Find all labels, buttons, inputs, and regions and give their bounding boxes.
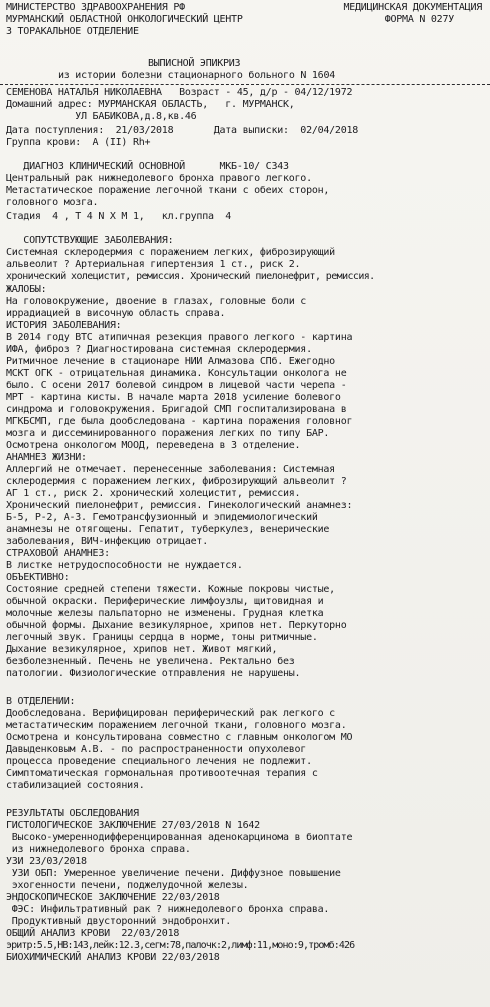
comorbid-heading: СОПУТСТВУЮЩИЕ ЗАБОЛЕВАНИЯ: bbox=[6, 235, 174, 246]
document-text-line: В ОТДЕЛЕНИИ: bbox=[6, 696, 76, 707]
document-text-line: обычной формы. Дыхание везикулярное, хрипов нет. Перкуторно bbox=[6, 620, 347, 631]
document-text-line: стабилизацией состояния. bbox=[6, 780, 145, 791]
document-text-line: ЖАЛОБЫ: bbox=[6, 284, 47, 295]
diagnosis-line: Центральный рак нижнедолевого бронха правого легкого. bbox=[6, 173, 312, 184]
document-text-line: обычной окраски. Периферические лимфоузлы, щитовидная и bbox=[6, 596, 324, 607]
document-text-line: УЗИ ОБП: Умеренное увеличение печени. Диффузное повышение bbox=[6, 868, 341, 879]
document-text-line: склеродермия с поражением легких, фиброзирующий альвеолит ? bbox=[6, 476, 347, 487]
document-text-line: Аллергий не отмечает. перенесенные заболевания: Системная bbox=[6, 464, 335, 475]
document-text-line: мозга и диссеминированного поражения легких по типу БАР. bbox=[6, 428, 330, 439]
document-text-line: Продуктивный двусторонний эндобронхит. bbox=[6, 916, 232, 927]
org-name-line2: МУРМАНСКИЙ ОБЛАСТНОЙ ОНКОЛОГИЧЕСКИЙ ЦЕНТР bbox=[6, 14, 243, 25]
form-number: ФОРМА N 027У bbox=[384, 14, 454, 25]
document-text-line: Состояние средней степени тяжести. Кожные покровы чистые, bbox=[6, 584, 335, 595]
blood-group: Группа крови: А (II) Rh+ bbox=[6, 137, 151, 148]
document-text-line: МСКТ ОГК - отрицательная динамика. Консультации онколога не bbox=[6, 368, 347, 379]
comorbid-line: Системная склеродермия с поражением легких, фиброзирующий bbox=[6, 247, 335, 258]
document-text-line: МГКБСМП, где была дообследована - картина поражения головног bbox=[6, 416, 353, 427]
document-text-line: было. С осени 2017 болевой синдром в лицевой части черепа - bbox=[6, 380, 347, 391]
diagnosis-heading: ДИАГНОЗ КЛИНИЧЕСКИЙ ОСНОВНОЙ МКБ-10/ С343 bbox=[6, 161, 289, 172]
diagnosis-line: головного мозга. bbox=[6, 197, 99, 208]
document-text-line: Дообследована. Верифицирован периферический рак легкого с bbox=[6, 708, 335, 719]
document-text-line: анамнезы не отягощены. Гепатит, туберкулез, венерические bbox=[6, 524, 330, 535]
diagnosis-line: Метастатическое поражение легочной ткани с обеих сторон, bbox=[6, 185, 330, 196]
document-text-line: АНАМНЕЗ ЖИЗНИ: bbox=[6, 452, 87, 463]
document-text-line: В листке нетрудоспособности не нуждается. bbox=[6, 560, 243, 571]
document-text-line: иррадиацией в височную область справа. bbox=[6, 308, 226, 319]
document-text-line: Осмотрена онкологом МООД, переведена в 3 отделение. bbox=[6, 440, 301, 451]
document-type: МЕДИЦИНСКАЯ ДОКУМЕНТАЦИЯ bbox=[343, 2, 482, 13]
org-name-line1: МИНИСТЕРСТВО ЗДРАВООХРАНЕНИЯ РФ bbox=[6, 2, 185, 13]
comorbid-line: хронический холецистит, ремиссия. Хронический пиелонефрит, ремиссия. bbox=[6, 271, 375, 282]
divider-line bbox=[0, 84, 490, 85]
document-text-line: ОБЪЕКТИВНО: bbox=[6, 572, 70, 583]
document-text-line: из нижнедолевого бронха справа. bbox=[6, 844, 191, 855]
document-text-line: Осмотрена и консультирована совместно с главным онкологом МО bbox=[6, 732, 353, 743]
comorbid-line: альвеолит ? Артериальная гипертензия 1 ст., риск 2. bbox=[6, 259, 301, 270]
patient-name-age: СЕМЕНОВА НАТАЛЬЯ НИКОЛАЕВНА Возраст - 45, д/р - 04/12/1972 bbox=[6, 87, 353, 98]
document-text-line: Симптоматическая гормональная противоотечная терапия с bbox=[6, 768, 318, 779]
document-text-line: В 2014 году ВТС атипичная резекция правого легкого - картина bbox=[6, 332, 353, 343]
document-text-line: синдрома и головокружения. Бригадой СМП госпитализирована в bbox=[6, 404, 347, 415]
document-text-line: РЕЗУЛЬТАТЫ ОБСЛЕДОВАНИЯ bbox=[6, 808, 139, 819]
document-text-line: ИСТОРИЯ ЗАБОЛЕВАНИЯ: bbox=[6, 320, 122, 331]
document-text-line: УЗИ 23/03/2018 bbox=[6, 856, 87, 867]
admission-discharge-dates: Дата поступления: 21/03/2018 Дата выписки: 02/04/2018 bbox=[6, 125, 359, 136]
document-text-line: ОБЩИЙ АНАЛИЗ КРОВИ 22/03/2018 bbox=[6, 928, 180, 939]
document-text-line: эритр:5.5,НВ:143,лейк:12.3,сегм:78,палочк:2,лимф:11,моно:9,тромб:426 bbox=[6, 940, 355, 951]
document-text-line: легочный звук. Границы сердца в норме, тоны ритмичные. bbox=[6, 632, 318, 643]
document-text-line: Дыхание везикулярное, хрипов нет. Живот мягкий, bbox=[6, 644, 278, 655]
document-text-line: заболевания, ВИЧ-инфекцию отрицает. bbox=[6, 536, 208, 547]
document-text-line: Б-5, Р-2, А-3. Гемотрансфузионный и эпидемиологический bbox=[6, 512, 318, 523]
document-text-line: ЭНДОСКОПИЧЕСКОЕ ЗАКЛЮЧЕНИЕ 22/03/2018 bbox=[6, 892, 220, 903]
document-text-line: эхогенности печени, поджелудочной железы. bbox=[6, 880, 249, 891]
document-title: ВЫПИСНОЙ ЭПИКРИЗ bbox=[148, 58, 241, 69]
document-text-line: метастатическим поражением легочной ткани, головного мозга. bbox=[6, 720, 347, 731]
document-text-line: АГ 1 ст., риск 2. хронический холецистит, ремиссия. bbox=[6, 488, 301, 499]
document-text-line: БИОХИМИЧЕСКИЙ АНАЛИЗ КРОВИ 22/03/2018 bbox=[6, 952, 220, 963]
document-text-line: ИФА, фиброз ? Диагностирована системная склеродермия. bbox=[6, 344, 312, 355]
document-text-line: Хронический пиелонефрит, ремиссия. Гинекологический анамнез: bbox=[6, 500, 353, 511]
department-name: 3 ТОРАКАЛЬНОЕ ОТДЕЛЕНИЕ bbox=[6, 26, 139, 37]
document-text-line: процесса проведение специального лечения не подлежит. bbox=[6, 756, 312, 767]
patient-address-line1: Домашний адрес: МУРМАНСКАЯ ОБЛАСТЬ, г. МУРМАНСК, bbox=[6, 99, 295, 110]
document-text-line: ГИСТОЛОГИЧЕСКОЕ ЗАКЛЮЧЕНИЕ 27/03/2018 N 1642 bbox=[6, 820, 260, 831]
document-text-line: безболезненный. Печень не увеличена. Ректально без bbox=[6, 656, 295, 667]
patient-address-line2: УЛ БАБИКОВА,д.8,кв.46 bbox=[6, 111, 197, 122]
diagnosis-stage: Стадия 4 , Т 4 N Х М 1, кл.группа 4 bbox=[6, 211, 232, 222]
document-text-line: Высоко-умереннодифференцированная аденокарцинома в биоптате bbox=[6, 832, 353, 843]
document-text-line: молочные железы пальпаторно не изменены. Грудная клетка bbox=[6, 608, 324, 619]
document-text-line: патологии. Физиологические отправления не нарушены. bbox=[6, 668, 301, 679]
document-text-line: СТРАХОВОЙ АНАМНЕЗ: bbox=[6, 548, 110, 559]
document-text-line: МРТ - картина кисты. В начале марта 2018 усиление болевого bbox=[6, 392, 341, 403]
document-text-line: Ритмичное лечение в стационаре НИИ Алмазова СПб. Ежегодно bbox=[6, 356, 335, 367]
document-text-line: Давыденковым А.В. - по распространенности опухолевог bbox=[6, 744, 307, 755]
document-text-line: На головокружение, двоение в глазах, головные боли с bbox=[6, 296, 307, 307]
document-text-line: ФЭС: Инфильтративный рак ? нижнедолевого бронха справа. bbox=[6, 904, 330, 915]
document-subtitle: из истории болезни стационарного больного N 1604 bbox=[58, 70, 335, 81]
